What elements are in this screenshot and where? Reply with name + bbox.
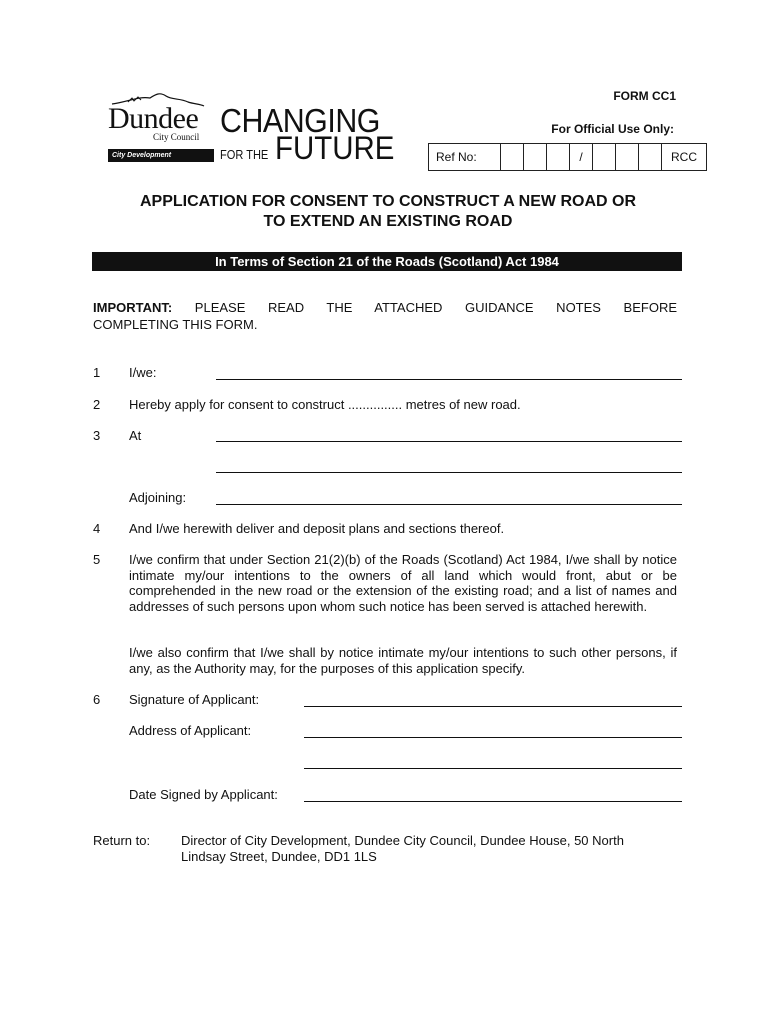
logo-council: City Council bbox=[153, 132, 200, 142]
item-number-6: 6 bbox=[93, 692, 101, 707]
logo-dundee: Dundee bbox=[108, 102, 199, 135]
important-notice bbox=[93, 300, 677, 316]
date-label: Date Signed by Applicant: bbox=[129, 787, 278, 802]
item-number-2: 2 bbox=[93, 397, 101, 412]
applicant-name-field[interactable] bbox=[216, 379, 682, 380]
ref-box[interactable] bbox=[501, 144, 524, 171]
ref-box[interactable] bbox=[524, 144, 547, 171]
return-address-line1: Director of City Development, Dundee City Council, Dundee House, 50 North bbox=[181, 833, 624, 848]
item-number-5: 5 bbox=[93, 552, 101, 567]
ref-number-table bbox=[428, 143, 707, 171]
consent-statement: Hereby apply for consent to construct ............... metres of new road. bbox=[129, 397, 521, 412]
item-number-1: 1 bbox=[93, 365, 101, 380]
ref-suffix: RCC bbox=[662, 144, 707, 171]
authority-statement: I/we also confirm that I/we shall by notice intimate my/our intentions to such other persons, if any, as the Authority may, for the purposes of this application specify. bbox=[129, 645, 677, 676]
adjoining-field[interactable] bbox=[216, 504, 682, 505]
date-field[interactable] bbox=[304, 801, 682, 802]
ref-box[interactable] bbox=[616, 144, 639, 171]
important-label: IMPORTANT: bbox=[93, 300, 173, 315]
return-address-line2: Lindsay Street, Dundee, DD1 1LS bbox=[181, 849, 377, 864]
slogan-future: FUTURE bbox=[275, 130, 395, 166]
address-field[interactable] bbox=[304, 737, 682, 738]
logo-department: City Development bbox=[108, 149, 214, 162]
ref-box[interactable] bbox=[639, 144, 662, 171]
important-text: PLEASE READ THE ATTACHED GUIDANCE NOTES BEFORE bbox=[194, 300, 678, 315]
ref-box[interactable] bbox=[593, 144, 616, 171]
ref-box[interactable] bbox=[547, 144, 570, 171]
official-use-label: For Official Use Only: bbox=[551, 122, 674, 136]
act-banner: In Terms of Section 21 of the Roads (Scotland) Act 1984 bbox=[92, 252, 682, 271]
slogan-changing: CHANGING bbox=[220, 102, 380, 139]
item-number-3: 3 bbox=[93, 428, 101, 443]
iwe-label: I/we: bbox=[129, 365, 157, 380]
return-address bbox=[181, 833, 624, 865]
important-text-2: COMPLETING THIS FORM. bbox=[93, 317, 258, 332]
form-title-line1: APPLICATION FOR CONSENT TO CONSTRUCT A NEW ROAD OR bbox=[140, 193, 636, 210]
address-field-2[interactable] bbox=[304, 768, 682, 769]
address-label: Address of Applicant: bbox=[129, 723, 252, 738]
item-number-4: 4 bbox=[93, 521, 101, 536]
ref-label: Ref No: bbox=[429, 144, 501, 171]
slogan-for-the: FOR THE bbox=[220, 147, 269, 162]
plans-statement: And I/we herewith deliver and deposit plans and sections thereof. bbox=[129, 521, 505, 536]
location-field[interactable] bbox=[216, 441, 682, 442]
return-label: Return to: bbox=[93, 833, 151, 848]
form-title bbox=[90, 192, 686, 232]
at-label: At bbox=[129, 428, 142, 443]
form-title-line2: TO EXTEND AN EXISTING ROAD bbox=[263, 213, 513, 230]
signature-field[interactable] bbox=[304, 706, 682, 707]
signature-label: Signature of Applicant: bbox=[129, 692, 260, 707]
adjoining-label: Adjoining: bbox=[129, 490, 187, 505]
location-field-2[interactable] bbox=[216, 472, 682, 473]
notice-statement: I/we confirm that under Section 21(2)(b) of the Roads (Scotland) Act 1984, I/we shall by notice intimate my/our intentions to the owners of all land which would front, abut or be comprehended in the new road or the extension of the existing road; and a list of names and addresses of such persons upon whom such notice has been served is attached herewith. bbox=[129, 552, 677, 614]
ref-slash: / bbox=[570, 144, 593, 171]
form-id: FORM CC1 bbox=[613, 89, 676, 103]
